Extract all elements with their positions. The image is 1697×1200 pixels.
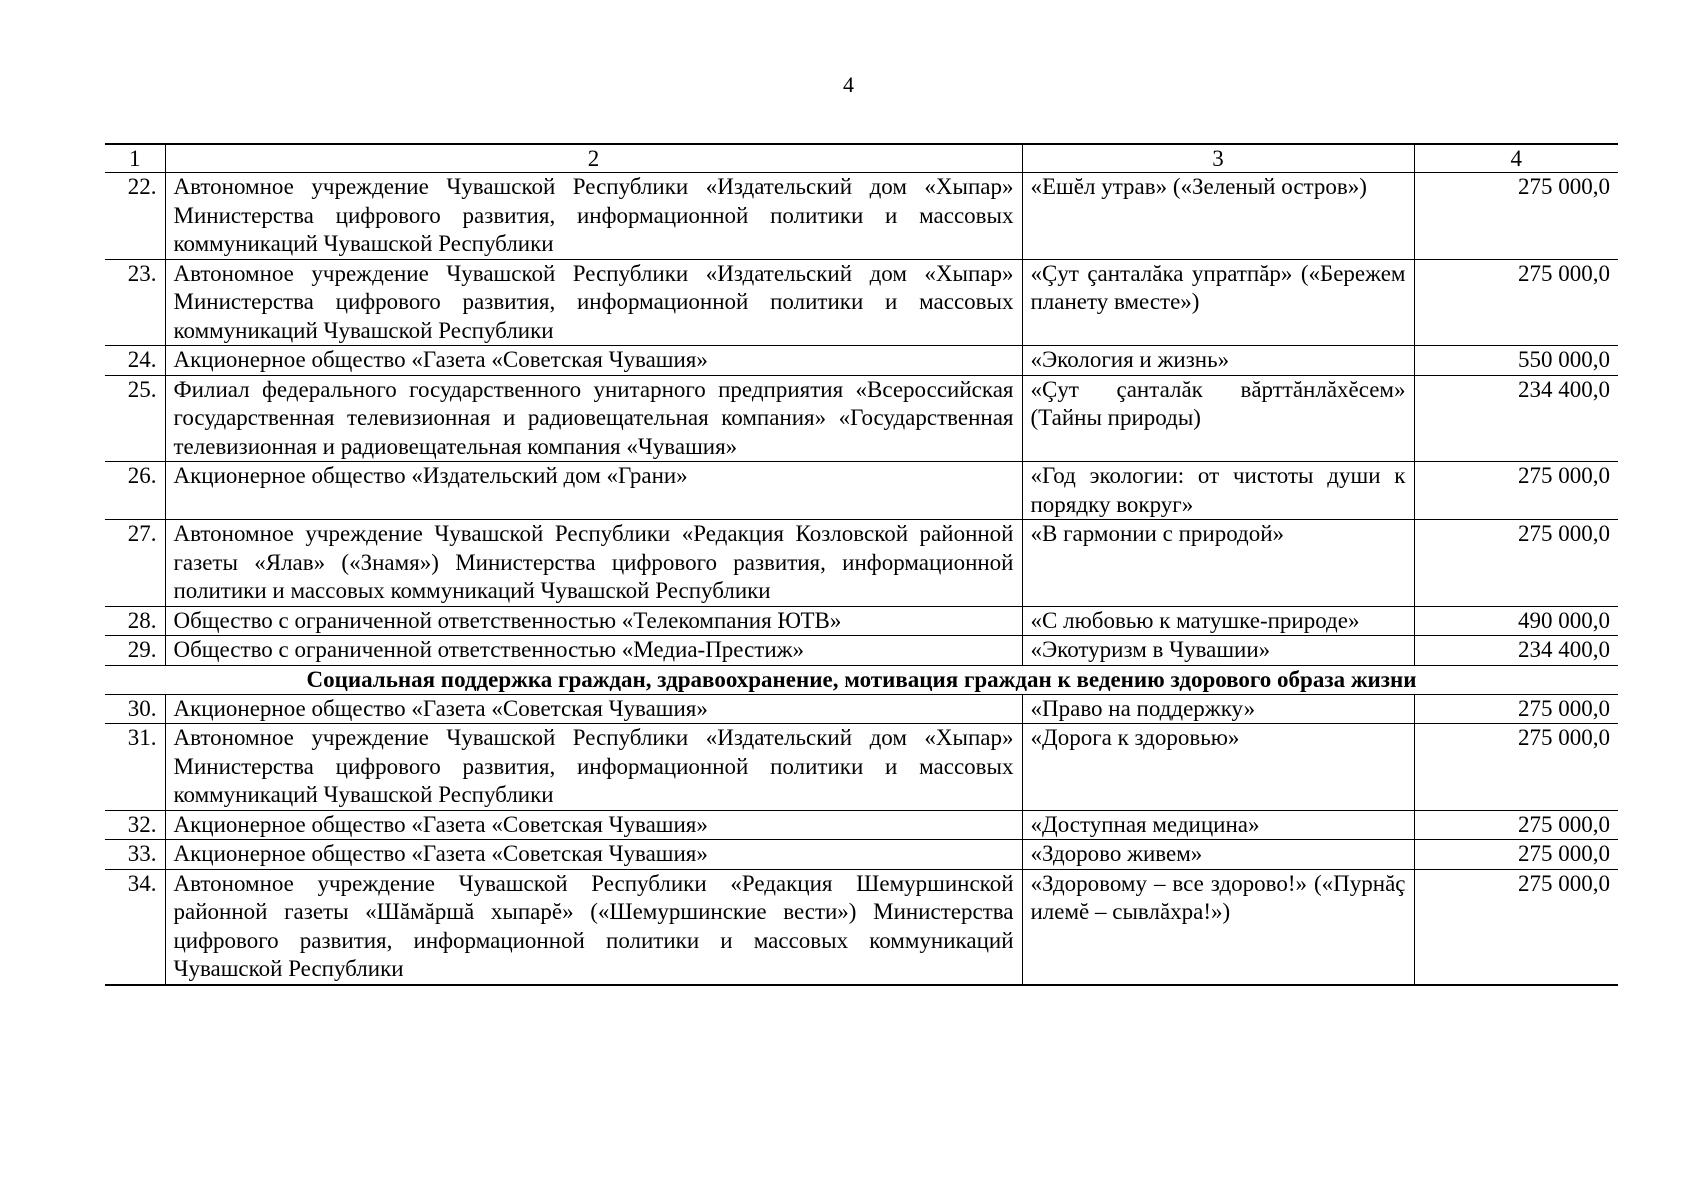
table-row [105,259,1618,346]
table-row [105,694,1618,724]
organization-cell: Автономное учреждение Чувашской Республики «Издательский дом «Хыпар» Министерства цифрового развития, информационной политики и массовых коммуникаций Чувашской Республики [165,724,1022,811]
grant-table [105,143,1618,986]
table-row [105,346,1618,376]
page-number: 4 [843,72,854,97]
project-cell: «Здоровому – все здорово!» («Пурнăç илемĕ – сывлăхра!») [1022,869,1414,985]
organization-cell: Акционерное общество «Газета «Советская Чувашия» [165,346,1022,376]
project-cell: «Право на поддержку» [1022,694,1414,724]
amount-cell: 234 400,0 [1414,375,1618,462]
amount-cell: 275 000,0 [1414,869,1618,985]
table-row [105,869,1618,985]
organization-cell: Акционерное общество «Издательский дом «Грани» [165,462,1022,520]
table-row [105,636,1618,666]
column-header-amount: 4 [1414,144,1618,173]
table-row [105,810,1618,840]
organization-cell: Филиал федерального государственного унитарного предприятия «Всероссийская государственная телевизионная и радиовещательная компания» «Государственная телевизионная и радиовещательная компания «Чувашия» [165,375,1022,462]
table-header-row [105,144,1618,173]
table-row [105,724,1618,811]
amount-cell: 234 400,0 [1414,636,1618,666]
row-number: 26. [105,462,165,520]
table-row [105,375,1618,462]
column-header-project: 3 [1022,144,1414,173]
organization-cell: Автономное учреждение Чувашской Республики «Издательский дом «Хыпар» Министерства цифрового развития, информационной политики и массовых коммуникаций Чувашской Республики [165,259,1022,346]
organization-cell: Акционерное общество «Газета «Советская Чувашия» [165,810,1022,840]
organization-cell: Общество с ограниченной ответственностью «Телекомпания ЮТВ» [165,606,1022,636]
project-cell: «Çут çанталăк вăрттăнлăхĕсем» (Тайны природы) [1022,375,1414,462]
column-header-organization: 2 [165,144,1022,173]
row-number: 30. [105,694,165,724]
project-cell: «С любовью к матушке-природе» [1022,606,1414,636]
table-row [105,520,1618,607]
row-number: 32. [105,810,165,840]
project-cell: «Экология и жизнь» [1022,346,1414,376]
section-row [105,665,1618,694]
section-title: Социальная поддержка граждан, здравоохранение, мотивация граждан к ведению здорового образа жизни [105,665,1618,694]
row-number: 22. [105,173,165,260]
row-number: 27. [105,520,165,607]
table-row [105,462,1618,520]
table-row [105,606,1618,636]
organization-cell: Акционерное общество «Газета «Советская Чувашия» [165,840,1022,870]
row-number: 28. [105,606,165,636]
project-cell: «В гармонии с природой» [1022,520,1414,607]
amount-cell: 275 000,0 [1414,520,1618,607]
project-cell: «Çут çанталăка упратпăр» («Бережем планету вместе») [1022,259,1414,346]
row-number: 33. [105,840,165,870]
project-cell: «Здорово живем» [1022,840,1414,870]
amount-cell: 490 000,0 [1414,606,1618,636]
project-cell: «Доступная медицина» [1022,810,1414,840]
project-cell: «Экотуризм в Чувашии» [1022,636,1414,666]
project-cell: «Год экологии: от чистоты души к порядку вокруг» [1022,462,1414,520]
table-row [105,173,1618,260]
row-number: 25. [105,375,165,462]
organization-cell: Автономное учреждение Чувашской Республики «Издательский дом «Хыпар» Министерства цифрового развития, информационной политики и массовых коммуникаций Чувашской Республики [165,173,1022,260]
column-header-number: 1 [105,144,165,173]
row-number: 24. [105,346,165,376]
amount-cell: 275 000,0 [1414,462,1618,520]
row-number: 31. [105,724,165,811]
table-row [105,840,1618,870]
amount-cell: 275 000,0 [1414,810,1618,840]
organization-cell: Акционерное общество «Газета «Советская Чувашия» [165,694,1022,724]
row-number: 29. [105,636,165,666]
project-cell: «Ешĕл утрав» («Зеленый остров») [1022,173,1414,260]
row-number: 34. [105,869,165,985]
row-number: 23. [105,259,165,346]
amount-cell: 275 000,0 [1414,173,1618,260]
amount-cell: 275 000,0 [1414,724,1618,811]
amount-cell: 550 000,0 [1414,346,1618,376]
organization-cell: Автономное учреждение Чувашской Республики «Редакция Шемуршинской районной газеты «Шăмăршă хыпарĕ» («Шемуршинские вести») Министерства цифрового развития, информационной политики и массовых коммуникаций Чувашской Республики [165,869,1022,985]
amount-cell: 275 000,0 [1414,694,1618,724]
amount-cell: 275 000,0 [1414,840,1618,870]
amount-cell: 275 000,0 [1414,259,1618,346]
organization-cell: Автономное учреждение Чувашской Республики «Редакция Козловской районной газеты «Ялав» («Знамя») Министерства цифрового развития, информационной политики и массовых коммуникаций Чувашской Республики [165,520,1022,607]
project-cell: «Дорога к здоровью» [1022,724,1414,811]
organization-cell: Общество с ограниченной ответственностью «Медиа-Престиж» [165,636,1022,666]
